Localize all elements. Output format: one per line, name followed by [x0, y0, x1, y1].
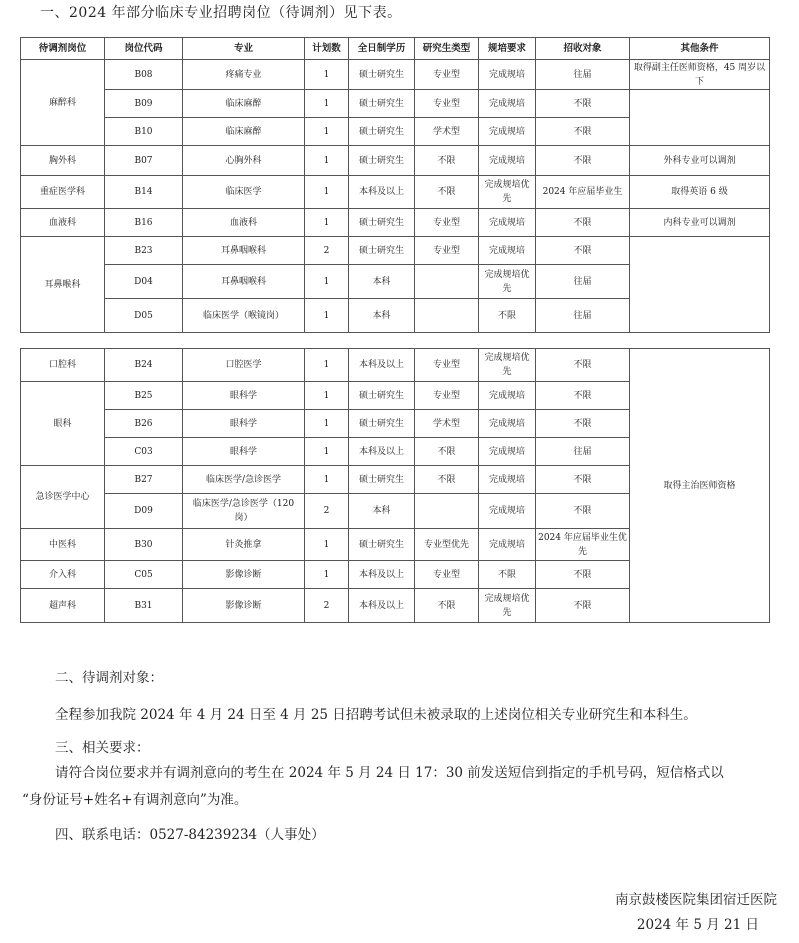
target-cell: 不限 — [536, 118, 630, 146]
major-cell: 影像诊断 — [183, 589, 305, 623]
code-cell: D05 — [105, 299, 183, 333]
edu-cell: 本科及以上 — [349, 561, 415, 589]
edu-cell: 硕士研究生 — [349, 382, 415, 410]
train-cell: 完成规培 — [479, 209, 536, 237]
train-cell: 完成规培 — [479, 118, 536, 146]
code-cell: B23 — [105, 237, 183, 265]
header-cell: 其他条件 — [630, 38, 770, 60]
signature-date: 2024 年 5 月 21 日 — [636, 917, 759, 933]
target-cell: 往届 — [536, 265, 630, 299]
plan-cell: 2 — [305, 589, 349, 623]
major-cell: 临床医学（喉镜岗） — [183, 299, 305, 333]
major-cell: 针灸推拿 — [183, 529, 305, 561]
plan-cell: 1 — [305, 146, 349, 176]
type-cell: 专业型优先 — [415, 529, 479, 561]
edu-cell: 硕士研究生 — [349, 466, 415, 494]
dept-cell: 血液科 — [21, 209, 105, 237]
train-cell: 完成规培优先 — [479, 176, 536, 209]
edu-cell: 硕士研究生 — [349, 118, 415, 146]
major-cell: 口腔医学 — [183, 349, 305, 382]
table-row — [21, 146, 770, 176]
plan-cell: 2 — [305, 237, 349, 265]
type-cell: 专业型 — [415, 349, 479, 382]
target-cell: 往届 — [536, 60, 630, 90]
plan-cell: 1 — [305, 299, 349, 333]
edu-cell: 硕士研究生 — [349, 146, 415, 176]
major-cell: 临床麻醉 — [183, 118, 305, 146]
other-cell — [630, 237, 770, 333]
edu-cell: 本科 — [349, 265, 415, 299]
code-cell: B16 — [105, 209, 183, 237]
target-cell: 2024 年应届毕业生 — [536, 176, 630, 209]
plan-cell: 1 — [305, 176, 349, 209]
dept-cell: 介入科 — [21, 561, 105, 589]
type-cell: 专业型 — [415, 561, 479, 589]
type-cell: 专业型 — [415, 60, 479, 90]
type-cell: 专业型 — [415, 382, 479, 410]
target-cell: 不限 — [536, 589, 630, 623]
plan-cell: 1 — [305, 466, 349, 494]
major-cell: 眼科学 — [183, 410, 305, 438]
target-cell: 不限 — [536, 90, 630, 118]
major-cell: 心胸外科 — [183, 146, 305, 176]
edu-cell: 本科及以上 — [349, 176, 415, 209]
edu-cell: 硕士研究生 — [349, 410, 415, 438]
other-cell: 取得主治医师资格 — [630, 349, 770, 623]
intro-heading: 一、2024 年部分临床专业招聘岗位（待调剂）见下表。 — [40, 5, 402, 21]
code-cell: B25 — [105, 382, 183, 410]
major-cell: 眼科学 — [183, 438, 305, 466]
code-cell: D04 — [105, 265, 183, 299]
dept-cell: 眼科 — [21, 382, 105, 466]
code-cell: B31 — [105, 589, 183, 623]
edu-cell: 硕士研究生 — [349, 529, 415, 561]
major-cell: 耳鼻咽喉科 — [183, 265, 305, 299]
train-cell: 完成规培 — [479, 146, 536, 176]
target-cell: 不限 — [536, 146, 630, 176]
table-header-row — [21, 38, 770, 60]
code-cell: D09 — [105, 494, 183, 529]
code-cell: B07 — [105, 146, 183, 176]
type-cell — [415, 265, 479, 299]
table-row — [21, 90, 770, 118]
type-cell: 专业型 — [415, 209, 479, 237]
target-cell: 不限 — [536, 494, 630, 529]
train-cell: 完成规培 — [479, 237, 536, 265]
major-cell: 眼科学 — [183, 382, 305, 410]
plan-cell: 1 — [305, 529, 349, 561]
plan-cell: 2 — [305, 494, 349, 529]
plan-cell: 1 — [305, 561, 349, 589]
type-cell: 不限 — [415, 176, 479, 209]
plan-cell: 1 — [305, 60, 349, 90]
train-cell: 完成规培 — [479, 410, 536, 438]
table-row — [21, 176, 770, 209]
section2-title: 二、待调剂对象： — [55, 670, 163, 686]
target-cell: 往届 — [536, 438, 630, 466]
target-cell: 不限 — [536, 466, 630, 494]
type-cell: 学术型 — [415, 118, 479, 146]
other-cell — [630, 90, 770, 146]
major-cell: 血液科 — [183, 209, 305, 237]
dept-cell: 急诊医学中心 — [21, 466, 105, 529]
plan-cell: 1 — [305, 349, 349, 382]
train-cell: 完成规培 — [479, 438, 536, 466]
table-row — [21, 349, 770, 382]
header-cell: 研究生类型 — [415, 38, 479, 60]
plan-cell: 1 — [305, 118, 349, 146]
dept-cell: 麻醉科 — [21, 60, 105, 146]
type-cell: 不限 — [415, 589, 479, 623]
contact-line: 四、联系电话：0527-84239234（人事处） — [55, 827, 325, 843]
table-row — [21, 60, 770, 90]
header-cell: 岗位代码 — [105, 38, 183, 60]
dept-cell: 超声科 — [21, 589, 105, 623]
dept-cell: 中医科 — [21, 529, 105, 561]
major-cell: 临床医学/急诊医学 — [183, 466, 305, 494]
edu-cell: 本科 — [349, 494, 415, 529]
major-cell: 耳鼻咽喉科 — [183, 237, 305, 265]
header-cell: 规培要求 — [479, 38, 536, 60]
edu-cell: 硕士研究生 — [349, 209, 415, 237]
target-cell: 不限 — [536, 410, 630, 438]
train-cell: 完成规培优先 — [479, 349, 536, 382]
train-cell: 完成规培 — [479, 529, 536, 561]
target-cell: 不限 — [536, 349, 630, 382]
plan-cell: 1 — [305, 438, 349, 466]
edu-cell: 本科及以上 — [349, 589, 415, 623]
type-cell: 不限 — [415, 438, 479, 466]
table-row — [21, 237, 770, 265]
type-cell: 不限 — [415, 146, 479, 176]
other-cell: 内科专业可以调剂 — [630, 209, 770, 237]
train-cell: 完成规培 — [479, 90, 536, 118]
code-cell: C05 — [105, 561, 183, 589]
target-cell: 往届 — [536, 299, 630, 333]
code-cell: B30 — [105, 529, 183, 561]
edu-cell: 硕士研究生 — [349, 60, 415, 90]
train-cell: 不限 — [479, 561, 536, 589]
type-cell: 不限 — [415, 466, 479, 494]
other-cell: 外科专业可以调剂 — [630, 146, 770, 176]
section3-body-line2: “身份证号+姓名+有调剂意向”为准。 — [22, 792, 248, 808]
train-cell: 完成规培 — [479, 494, 536, 529]
type-cell — [415, 494, 479, 529]
positions-table-part1 — [20, 37, 770, 333]
plan-cell: 1 — [305, 209, 349, 237]
positions-table-part2 — [20, 348, 770, 623]
code-cell: B10 — [105, 118, 183, 146]
plan-cell: 1 — [305, 382, 349, 410]
edu-cell: 本科 — [349, 299, 415, 333]
header-cell: 计划数 — [305, 38, 349, 60]
train-cell: 完成规培 — [479, 466, 536, 494]
type-cell — [415, 299, 479, 333]
plan-cell: 1 — [305, 410, 349, 438]
dept-cell: 口腔科 — [21, 349, 105, 382]
dept-cell: 重症医学科 — [21, 176, 105, 209]
type-cell: 专业型 — [415, 237, 479, 265]
other-cell: 取得副主任医师资格，45 周岁以下 — [630, 60, 770, 90]
edu-cell: 本科及以上 — [349, 349, 415, 382]
target-cell: 不限 — [536, 382, 630, 410]
train-cell: 不限 — [479, 299, 536, 333]
train-cell: 完成规培优先 — [479, 589, 536, 623]
train-cell: 完成规培 — [479, 60, 536, 90]
dept-cell: 胸外科 — [21, 146, 105, 176]
section3-title: 三、相关要求： — [55, 740, 150, 756]
target-cell: 不限 — [536, 237, 630, 265]
code-cell: B09 — [105, 90, 183, 118]
train-cell: 完成规培优先 — [479, 265, 536, 299]
header-cell: 招收对象 — [536, 38, 630, 60]
plan-cell: 1 — [305, 90, 349, 118]
edu-cell: 硕士研究生 — [349, 237, 415, 265]
section2-body: 全程参加我院 2024 年 4 月 24 日至 4 月 25 日招聘考试但未被录取的上述岗位相关专业研究生和本科生。 — [55, 707, 697, 723]
major-cell: 疼痛专业 — [183, 60, 305, 90]
other-cell: 取得英语 6 级 — [630, 176, 770, 209]
edu-cell: 硕士研究生 — [349, 90, 415, 118]
header-cell: 全日制学历 — [349, 38, 415, 60]
target-cell: 2024 年应届毕业生优先 — [536, 529, 630, 561]
type-cell: 专业型 — [415, 90, 479, 118]
code-cell: B27 — [105, 466, 183, 494]
target-cell: 不限 — [536, 209, 630, 237]
code-cell: C03 — [105, 438, 183, 466]
major-cell: 临床医学/急诊医学（120 岗） — [183, 494, 305, 529]
train-cell: 完成规培 — [479, 382, 536, 410]
major-cell: 影像诊断 — [183, 561, 305, 589]
plan-cell: 1 — [305, 265, 349, 299]
header-cell: 专业 — [183, 38, 305, 60]
major-cell: 临床医学 — [183, 176, 305, 209]
code-cell: B08 — [105, 60, 183, 90]
dept-cell: 耳鼻喉科 — [21, 237, 105, 333]
header-cell: 待调剂岗位 — [21, 38, 105, 60]
section3-body-line1: 请符合岗位要求并有调剂意向的考生在 2024 年 5 月 24 日 17：30 前发送短信到指定的手机号码，短信格式以 — [55, 765, 724, 781]
major-cell: 临床麻醉 — [183, 90, 305, 118]
type-cell: 学术型 — [415, 410, 479, 438]
signature-org: 南京鼓楼医院集团宿迁医院 — [615, 892, 777, 908]
code-cell: B14 — [105, 176, 183, 209]
code-cell: B24 — [105, 349, 183, 382]
edu-cell: 本科及以上 — [349, 438, 415, 466]
code-cell: B26 — [105, 410, 183, 438]
table-row — [21, 209, 770, 237]
target-cell: 不限 — [536, 561, 630, 589]
